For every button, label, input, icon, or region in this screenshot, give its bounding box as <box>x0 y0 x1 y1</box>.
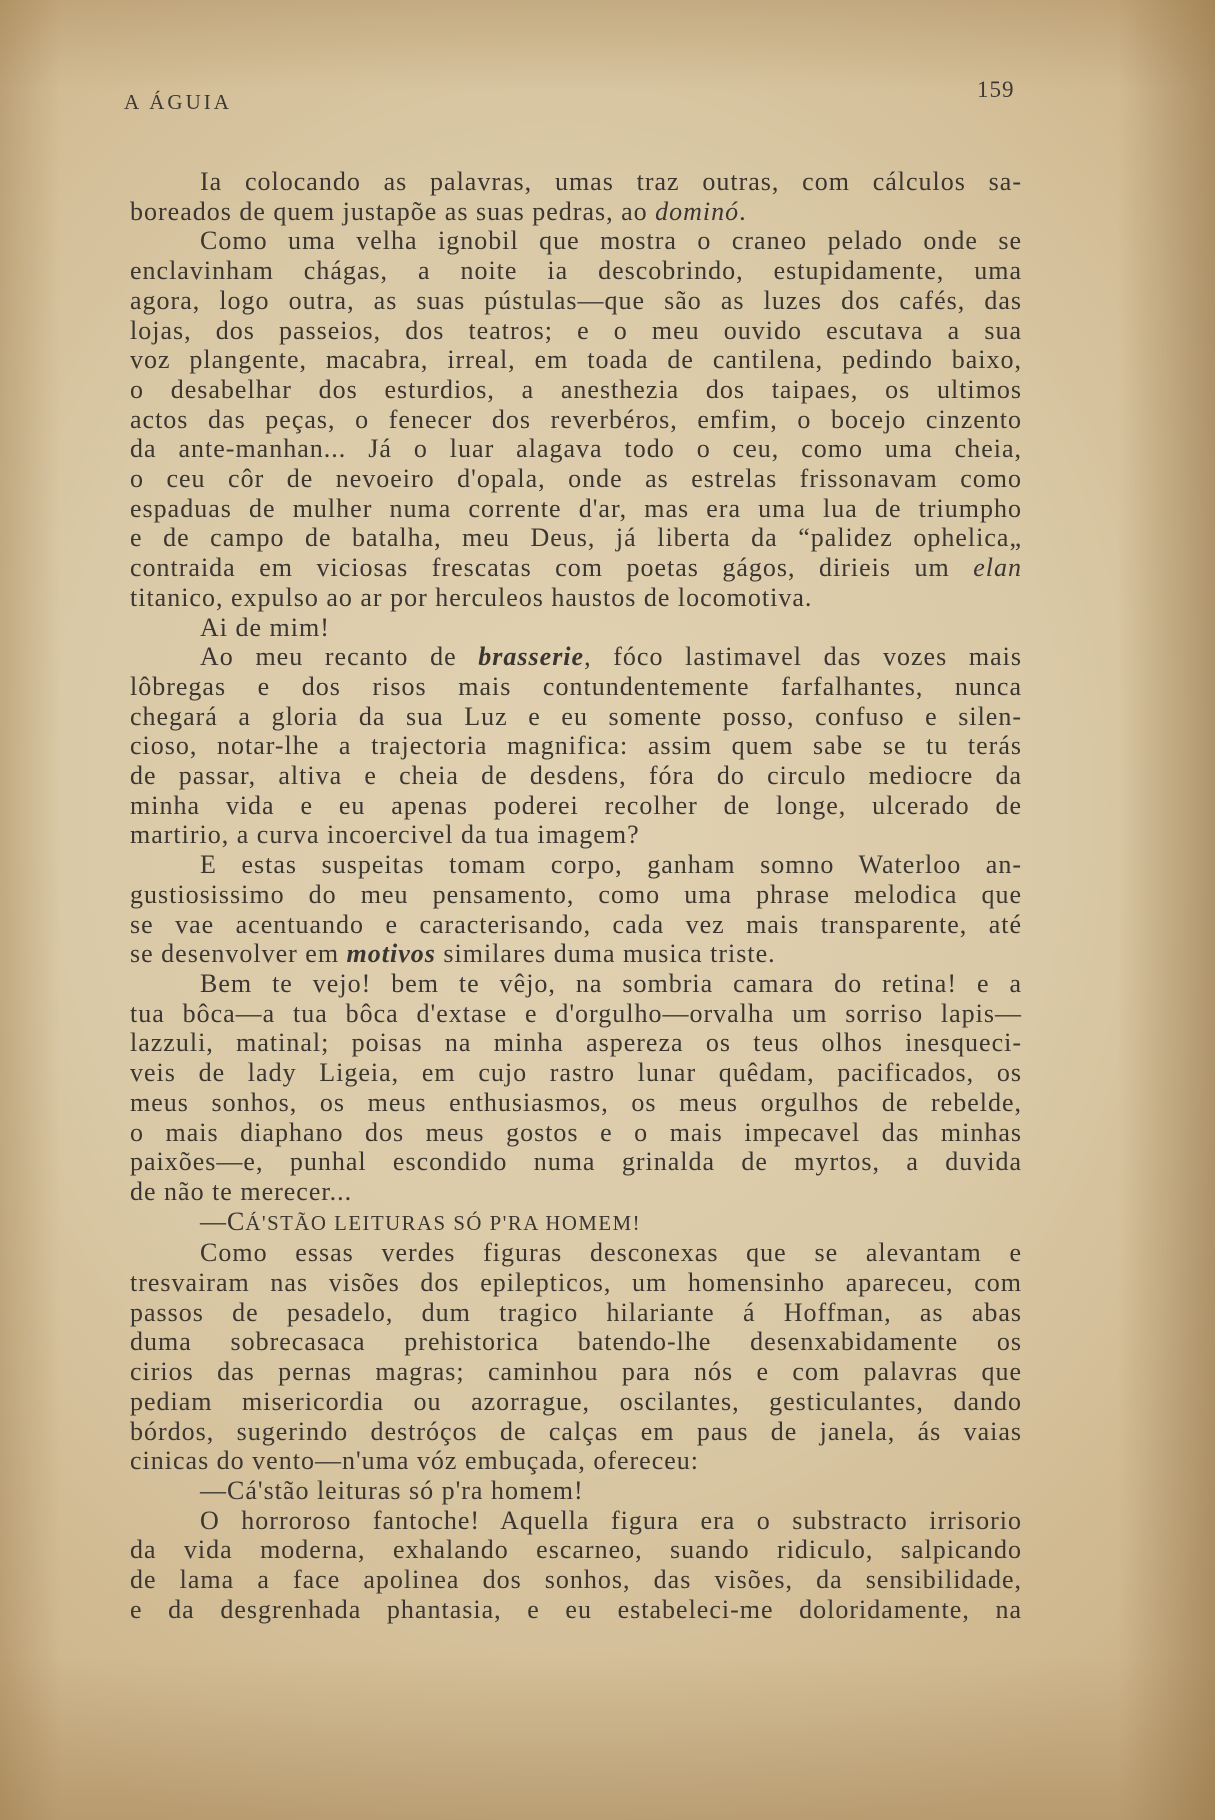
text-run: o desabelhar dos esturdios, a anesthezia dos taipaes, os ultimos <box>130 374 1022 404</box>
text-line <box>130 316 1022 346</box>
page-number: 159 <box>977 77 1015 102</box>
text-line <box>130 613 1022 643</box>
text-line <box>130 583 1022 613</box>
text-run: veis de lady Ligeia, em cujo rastro lunar quêdam, pacificados, os <box>130 1058 1022 1088</box>
text-run: gustiosissimo do meu pensamento, como uma phrase melodica que <box>130 879 1022 909</box>
text-line <box>130 791 1022 821</box>
paragraph <box>130 1238 1022 1476</box>
text-run: bórdos, sugerindo destróços de calças em paus de janela, ás vaias <box>130 1416 1022 1446</box>
text-line <box>130 1357 1022 1387</box>
bold-italic-text: motivos <box>346 939 436 969</box>
text-line <box>130 1207 1022 1239</box>
text-run: se vae acentuando e caracterisando, cada vez mais transparente, até <box>130 909 1022 939</box>
text-line <box>130 939 1022 969</box>
italic-text: elan <box>973 553 1022 583</box>
text-line <box>130 702 1022 732</box>
text-line <box>130 1058 1022 1088</box>
paragraph <box>130 969 1022 1207</box>
text-run: Ai de mim! <box>200 612 330 642</box>
text-run: lojas, dos passeios, dos teatros; e o meu ouvido escutava a sua <box>130 315 1022 345</box>
text-line <box>130 197 1022 227</box>
running-title: A ÁGUIA <box>124 90 232 114</box>
text-run: de passar, altiva e cheia de desdens, fóra do circulo mediocre da <box>130 761 1022 791</box>
text-line <box>130 910 1022 940</box>
text-line <box>130 1268 1022 1298</box>
text-line <box>130 1446 1022 1476</box>
text-line <box>130 553 1022 583</box>
text-run: —Cá'stão leituras só p'ra homem! <box>200 1475 584 1505</box>
text-run: boreados de quem justapõe as suas pedras, ao <box>130 196 656 226</box>
text-run: O horroroso fantoche! Aquella figura era o substracto irrisorio <box>200 1505 1022 1535</box>
text-line <box>130 1088 1022 1118</box>
paragraph <box>130 226 1022 612</box>
text-run: e de campo de batalha, meu Deus, já liberta da “palidez ophelica„ <box>130 523 1022 553</box>
text-line <box>130 642 1022 672</box>
paragraph <box>130 613 1022 643</box>
text-run: voz plangente, macabra, irreal, em toada de cantilena, pedindo baixo, <box>130 345 1022 375</box>
text-line <box>130 1476 1022 1506</box>
text-run: lazzuli, matinal; poisas na minha aspereza os teus olhos inesqueci- <box>130 1028 1022 1058</box>
paragraph <box>130 642 1022 850</box>
text-line <box>130 999 1022 1029</box>
text-run: espaduas de mulher numa corrente d'ar, mas era uma lua de triumpho <box>130 493 1022 523</box>
text-line <box>130 434 1022 464</box>
text-run: Como essas verdes figuras desconexas que se alevantam e <box>200 1238 1022 1268</box>
text-run: minha vida e eu apenas poderei recolher de longe, ulcerado de <box>130 790 1022 820</box>
text-run: . <box>739 196 747 226</box>
body-text <box>130 167 1022 1624</box>
text-line <box>130 1417 1022 1447</box>
text-line <box>130 880 1022 910</box>
text-run: , fóco lastimavel das vozes mais <box>584 642 1022 672</box>
text-line <box>130 761 1022 791</box>
text-run: se desenvolver em <box>130 939 347 969</box>
text-run: similares duma musica triste. <box>435 939 776 969</box>
text-run: agora, logo outra, as suas pústulas—que são as luzes dos cafés, das <box>130 285 1022 315</box>
text-line <box>130 850 1022 880</box>
text-line <box>130 1177 1022 1207</box>
text-line <box>130 672 1022 702</box>
paragraph <box>130 1207 1022 1239</box>
text-line <box>130 256 1022 286</box>
text-run: meus sonhos, os meus enthusiasmos, os meus orgulhos de rebelde, <box>130 1087 1022 1117</box>
text-run: lôbregas e dos risos mais contundentemente farfalhantes, nunca <box>130 671 1022 701</box>
text-run: de lama a face apolinea dos sonhos, das visões, da sensibilidade, <box>130 1565 1022 1595</box>
text-run: cinicas do vento—n'uma vóz embuçada, ofereceu: <box>130 1446 700 1476</box>
text-run: o ceu côr de nevoeiro d'opala, onde as estrelas frissonavam como <box>130 464 1022 494</box>
paragraph <box>130 1506 1022 1625</box>
text-line <box>130 375 1022 405</box>
text-line <box>130 523 1022 553</box>
small-caps-text: Á'STÃO LEITURAS SÓ P'RA HOMEM! <box>245 1211 642 1235</box>
text-line <box>130 969 1022 999</box>
text-line <box>130 405 1022 435</box>
text-run: contraida em viciosas frescatas com poetas gágos, dirieis um <box>130 553 974 583</box>
text-run: —C <box>200 1206 246 1236</box>
text-run: Ao meu recanto de <box>200 642 479 672</box>
text-run: da ante-manhan... Já o luar alagava todo o ceu, como uma cheia, <box>130 434 1022 464</box>
paragraph <box>130 167 1022 226</box>
text-line <box>130 820 1022 850</box>
text-run: duma sobrecasaca prehistorica batendo-lhe desenxabidamente os <box>130 1327 1022 1357</box>
text-line <box>130 464 1022 494</box>
text-line <box>130 1327 1022 1357</box>
text-line <box>130 731 1022 761</box>
text-line <box>130 494 1022 524</box>
text-line <box>130 345 1022 375</box>
text-run: chegará a gloria da sua Luz e eu somente posso, confuso e silen- <box>130 701 1022 731</box>
text-line <box>130 1506 1022 1536</box>
text-line <box>130 1147 1022 1177</box>
text-run: Bem te vejo! bem te vêjo, na sombria camara do retina! e a <box>200 968 1022 998</box>
text-run: da vida moderna, exhalando escarneo, suando ridiculo, salpicando <box>130 1535 1022 1565</box>
text-line <box>130 226 1022 256</box>
text-line <box>130 1298 1022 1328</box>
text-line <box>130 1238 1022 1268</box>
text-run: de não te merecer... <box>130 1176 353 1206</box>
text-run: Ia colocando as palavras, umas traz outras, com cálculos sa- <box>200 167 1022 196</box>
text-line <box>130 1595 1022 1625</box>
text-run: actos das peças, o fenecer dos reverbéros, emfim, o bocejo cinzento <box>130 404 1022 434</box>
text-run: passos de pesadelo, dum tragico hilariante á Hoffman, as abas <box>130 1297 1022 1327</box>
text-run: cioso, notar-lhe a trajectoria magnifica: assim quem sabe se tu terás <box>130 731 1022 761</box>
text-line <box>130 1387 1022 1417</box>
text-line <box>130 1118 1022 1148</box>
bold-italic-text: brasserie <box>478 642 585 672</box>
text-line <box>130 1535 1022 1565</box>
text-run: titanico, expulso ao ar por herculeos haustos de locomotiva. <box>130 582 813 612</box>
text-run: tresvairam nas visões dos epilepticos, um homensinho apareceu, com <box>130 1268 1022 1298</box>
text-line <box>130 286 1022 316</box>
text-line <box>130 1028 1022 1058</box>
text-line <box>130 167 1022 197</box>
italic-text: dominó <box>655 196 740 226</box>
text-run: E estas suspeitas tomam corpo, ganham somno Waterloo an- <box>200 850 1022 880</box>
paragraph <box>130 1476 1022 1506</box>
text-run: e da desgrenhada phantasia, e eu estabeleci-me doloridamente, na <box>130 1594 1022 1624</box>
text-line <box>130 1565 1022 1595</box>
text-run: o mais diaphano dos meus gostos e o mais impecavel das minhas <box>130 1117 1022 1147</box>
text-run: cirios das pernas magras; caminhou para nós e com palavras que <box>130 1357 1022 1387</box>
text-run: tua bôca—a tua bôca d'extase e d'orgulho—orvalha um sorriso lapis— <box>130 998 1022 1028</box>
text-run: Como uma velha ignobil que mostra o craneo pelado onde se <box>200 226 1022 256</box>
text-run: paixões—e, punhal escondido numa grinalda de myrtos, a duvida <box>130 1147 1022 1177</box>
text-run: enclavinham chágas, a noite ia descobrindo, estupidamente, uma <box>130 256 1022 286</box>
text-run: martirio, a curva incoercivel da tua imagem? <box>130 820 640 850</box>
text-run: pediam misericordia ou azorrague, oscilantes, gesticulantes, dando <box>130 1386 1022 1416</box>
paragraph <box>130 850 1022 969</box>
